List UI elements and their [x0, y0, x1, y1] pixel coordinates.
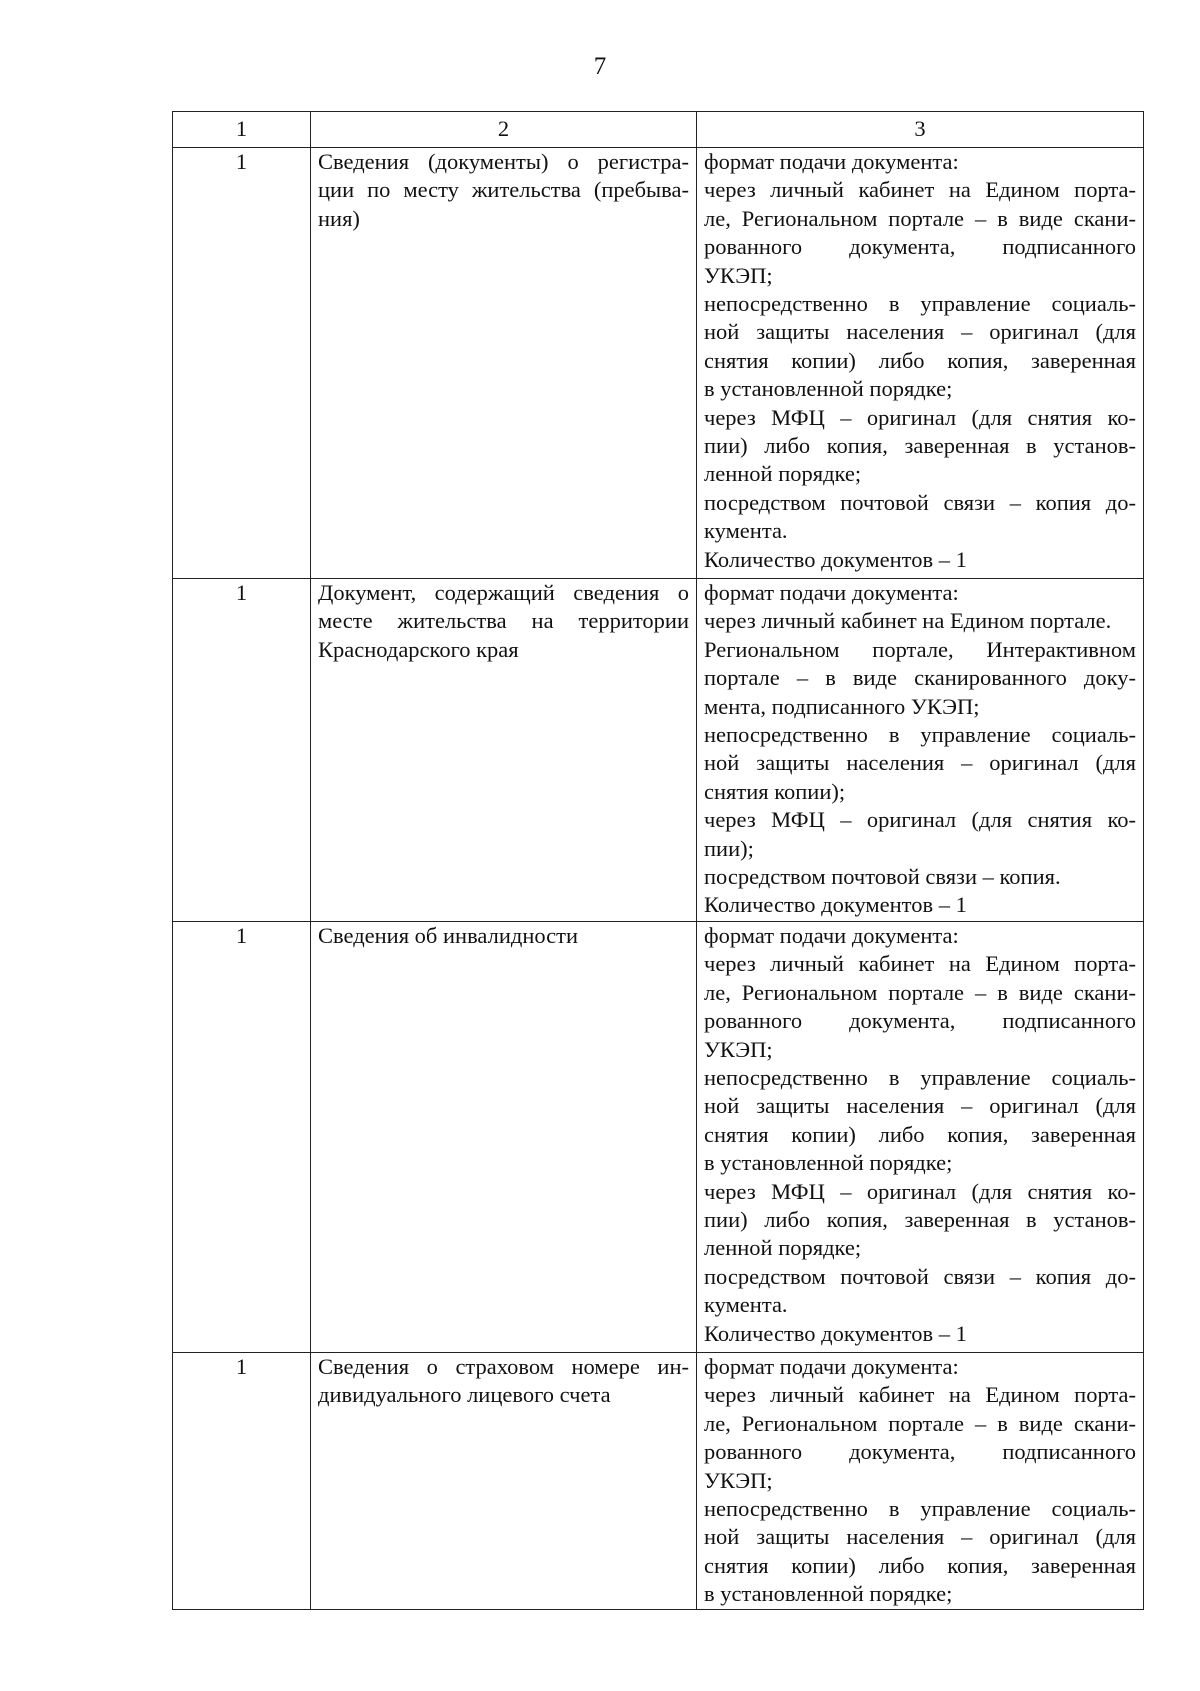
cell-text-line: через МФЦ – оригинал (для снятия ко-	[704, 807, 1136, 833]
cell-text-line: УКЭП;	[704, 1467, 773, 1493]
submission-format	[697, 1353, 1144, 1610]
cell-text-line: Краснодарского края	[318, 636, 519, 662]
table-row	[173, 1353, 1144, 1610]
cell-text-line: кумента.	[704, 1292, 788, 1318]
cell-text-line: Количество документов – 1	[704, 1320, 967, 1346]
cell-text-line: в установленной порядке;	[704, 1150, 953, 1176]
cell-text-line: в установленной порядке;	[704, 376, 953, 402]
cell-text-line: Сведения об инвалидности	[318, 923, 579, 948]
cell-text-line: ле, Региональном портале – в виде скани-	[704, 1410, 1136, 1436]
cell-text-line: мента, подписанного УКЭП;	[704, 693, 980, 719]
cell-text-line: ной защиты населения – оригинал (для	[704, 750, 1136, 776]
cell-text-line: непосредственно в управление социаль-	[704, 722, 1136, 748]
row-number: 1	[173, 579, 311, 922]
cell-text-line: через МФЦ – оригинал (для снятия ко-	[704, 404, 1136, 430]
cell-text-line: месте жительства на территории	[318, 608, 689, 634]
cell-text-line: посредством почтовой связи – копия до-	[704, 1263, 1136, 1289]
cell-text-line: через личный кабинет на Едином порта-	[704, 177, 1136, 203]
cell-text-line: Количество документов – 1	[704, 546, 967, 572]
cell-text-line: портале – в виде сканированного доку-	[704, 665, 1136, 691]
cell-text-line: непосредственно в управление социаль-	[704, 1065, 1136, 1091]
document-name	[311, 1353, 697, 1610]
document-name	[311, 579, 697, 922]
cell-text-line: ленной порядке;	[704, 461, 862, 487]
cell-text-line: пии);	[704, 835, 754, 861]
table-header-row	[173, 112, 1144, 148]
cell-text-line: пии) либо копия, заверенная в установ-	[704, 1207, 1136, 1233]
cell-text-line: посредством почтовой связи – копия.	[704, 864, 1061, 890]
cell-text-line: ле, Региональном портале – в виде скани-	[704, 979, 1136, 1005]
cell-text-line: снятия копии) либо копия, заверенная	[704, 1121, 1136, 1147]
cell-text-line: через личный кабинет на Едином порта-	[704, 951, 1136, 977]
submission-format	[697, 148, 1144, 579]
cell-text-line: ленной порядке;	[704, 1235, 862, 1261]
cell-text-line: снятия копии) либо копия, заверенная	[704, 1552, 1136, 1578]
cell-text-line: УКЭП;	[704, 1036, 773, 1062]
cell-text-line: Региональном портале, Интерактивном	[704, 636, 1136, 662]
cell-text-line: Сведения (документы) о регистра-	[318, 149, 689, 174]
column-header-1: 1	[173, 112, 311, 148]
cell-text-line: через МФЦ – оригинал (для снятия ко-	[704, 1178, 1136, 1204]
row-number: 1	[173, 922, 311, 1353]
cell-text-line: ле, Региональном портале – в виде скани-	[704, 205, 1136, 231]
cell-text-line: рованного документа, подписанного	[704, 234, 1136, 260]
cell-text-line: Сведения о страховом номере ин-	[318, 1354, 689, 1379]
cell-text-line: через личный кабинет на Едином портале.	[704, 608, 1112, 634]
cell-text-line: непосредственно в управление социаль-	[704, 1496, 1136, 1522]
row-number: 1	[173, 148, 311, 579]
cell-text-line: снятия копии);	[704, 778, 846, 804]
cell-text-line: рованного документа, подписанного	[704, 1439, 1136, 1465]
cell-text-line: формат подачи документа:	[704, 149, 959, 174]
cell-text-line: пии) либо копия, заверенная в установ-	[704, 433, 1136, 459]
table-row	[173, 148, 1144, 579]
cell-text-line: формат подачи документа:	[704, 1354, 959, 1379]
document-name	[311, 922, 697, 1353]
cell-text-line: формат подачи документа:	[704, 580, 959, 605]
page-number: 7	[593, 53, 607, 80]
cell-text-line: ной защиты населения – оригинал (для	[704, 1093, 1136, 1119]
cell-text-line: через личный кабинет на Едином порта-	[704, 1382, 1136, 1408]
row-number: 1	[173, 1353, 311, 1610]
submission-format	[697, 579, 1144, 922]
cell-text-line: дивидуального лицевого счета	[318, 1382, 611, 1408]
cell-text-line: в установленной порядке;	[704, 1581, 953, 1607]
table-row	[173, 579, 1144, 922]
document-name	[311, 148, 697, 579]
cell-text-line: кумента.	[704, 518, 788, 544]
column-header-2: 2	[311, 112, 697, 148]
cell-text-line: ной защиты населения – оригинал (для	[704, 319, 1136, 345]
cell-text-line: ния)	[318, 205, 360, 231]
submission-format	[697, 922, 1144, 1353]
table-row	[173, 922, 1144, 1353]
cell-text-line: непосредственно в управление социаль-	[704, 291, 1136, 317]
cell-text-line: ной защиты населения – оригинал (для	[704, 1524, 1136, 1550]
cell-text-line: УКЭП;	[704, 262, 773, 288]
cell-text-line: ции по месту жительства (пребыва-	[318, 177, 689, 203]
cell-text-line: Количество документов – 1	[704, 892, 967, 918]
cell-text-line: рованного документа, подписанного	[704, 1008, 1136, 1034]
cell-text-line: посредством почтовой связи – копия до-	[704, 489, 1136, 515]
cell-text-line: снятия копии) либо копия, заверенная	[704, 347, 1136, 373]
cell-text-line: формат подачи документа:	[704, 923, 959, 948]
cell-text-line: Документ, содержащий сведения о	[318, 580, 689, 605]
documents-table	[172, 111, 1144, 1610]
column-header-3: 3	[697, 112, 1144, 148]
